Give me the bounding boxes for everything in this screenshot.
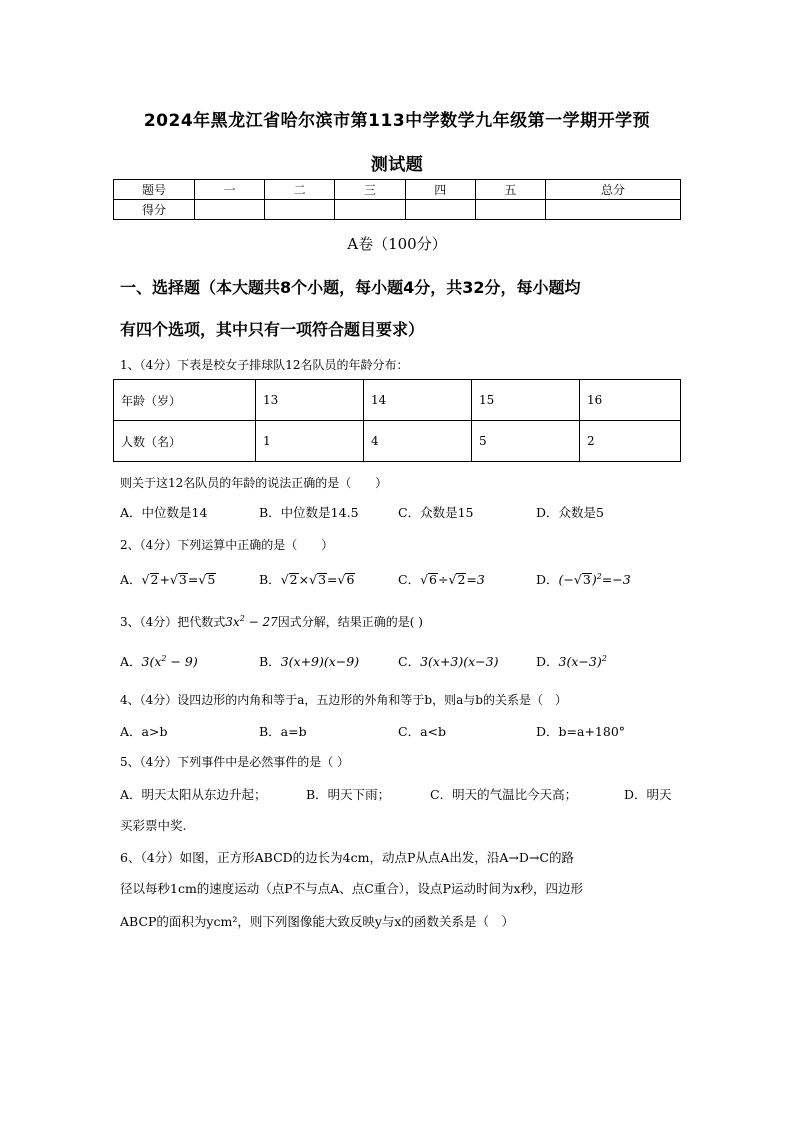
option-label: B． [259,572,281,587]
q6-line2: 径以每秒1cm的速度运动（点P不与点A、点C重合），设点P运动时间为x秒，四边形 [120,881,584,896]
formula: √6÷√2=3 [420,572,485,587]
q2-option-c [398,570,485,588]
section-a-heading: A卷（100分） [347,235,447,253]
q6-line1: 6、（4分）如图，正方形ABCD的边长为4cm，动点P从点A出发，沿A→D→C的路 [120,850,574,865]
score-input-cell [335,200,405,220]
count-cell: 1 [256,421,364,462]
q3-stem-before: 3、（4分）把代数式 [120,615,226,629]
formula: 3(x+9)(x−9) [280,654,360,669]
q1-stem: 1、（4分）下表是校女子排球队12名队员的年龄分布： [120,358,409,372]
option-label: D． [536,572,559,587]
q4-option-b: B．a=b [259,724,307,739]
age-row [114,380,681,421]
q3-option-a [120,652,198,670]
formula: 3(x+3)(x−3) [420,654,499,669]
count-cell: 人数（名） [114,421,256,462]
age-cell: 13 [256,380,364,421]
score-input-cell [195,200,265,220]
q4-stem: 4、（4分）设四边形的内角和等于a，五边形的外角和等于b，则a与b的关系是（ ） [120,693,567,707]
q2-stem: 2、（4分）下列运算中正确的是（ ） [120,538,334,552]
count-row [114,421,681,462]
score-input-cell [475,200,545,220]
option-label: A． [120,572,142,587]
q5-option-d: D．明天 [624,787,672,802]
age-cell: 14 [364,380,472,421]
count-cell: 4 [364,421,472,462]
score-input-cell [265,200,335,220]
q5-option-c: C．明天的气温比今天高； [430,787,578,802]
q1-follow: 则关于这12名队员的年龄的说法正确的是（ ） [120,476,388,490]
score-cell: 题号 [114,180,195,200]
q4-option-a: A．a>b [120,724,168,739]
age-cell: 16 [580,380,681,421]
part1-heading-line2: 有四个选项，其中只有一项符合题目要求） [120,320,425,339]
score-input-cell [546,200,681,220]
age-table [113,379,681,462]
option-label: B． [259,654,281,669]
age-cell: 年龄（岁） [114,380,256,421]
q3-stem-after: 因式分解，结果正确的是( ) [277,615,423,629]
score-cell: 四 [405,180,475,200]
score-cell: 三 [335,180,405,200]
option-label: D． [536,654,559,669]
q5-option-b: B．明天下雨； [306,787,391,802]
score-input-cell [405,200,475,220]
q5-continuation: 买彩票中奖. [120,818,187,833]
q4-option-d: D．b=a+180° [536,724,626,739]
q1-option-b: B．中位数是14.5 [259,505,359,520]
q1-option-c: C．众数是15 [398,505,474,520]
q5-option-a: A．明天太阳从东边升起； [120,787,267,802]
formula: √2×√3=√6 [280,572,355,587]
formula: $3(x^2 - 9)$ [141,653,198,669]
page-title-line2: 测试题 [370,155,424,175]
option-label: A． [120,654,142,669]
page-title-line1: 2024年黑龙江省哈尔滨市第113中学数学九年级第一学期开学预 [143,111,651,131]
score-cell: 五 [475,180,545,200]
formula: √2+√3=√5 [141,572,216,587]
q4-option-c: C．a<b [398,724,446,739]
q1-option-d: D．众数是5 [536,505,604,520]
part1-heading-line1: 一、选择题（本大题共8个小题，每小题4分，共32分，每小题均 [120,278,581,297]
q3-option-c [398,652,499,670]
q5-stem: 5、（4分）下列事件中是必然事件的是（ ） [120,755,350,769]
score-cell: 二 [265,180,335,200]
option-label: C． [398,572,421,587]
score-cell: 一 [195,180,265,200]
q2-option-d [536,570,631,588]
q3-stem [120,613,423,630]
age-cell: 15 [472,380,580,421]
score-table-score-row [114,200,681,220]
score-cell: 总分 [546,180,681,200]
score-table-header-row [114,180,681,200]
count-cell: 2 [580,421,681,462]
q6-line3: ABCP的面积为ycm²，则下列图像能大致反映y与x的函数关系是（ ） [120,914,514,929]
q1-option-a: A．中位数是14 [120,505,208,520]
formula: $3(x-3)^2$ [558,653,607,669]
q2-option-a [120,570,216,588]
score-cell: 得分 [114,200,195,220]
q2-option-b [259,570,355,588]
count-cell: 5 [472,421,580,462]
formula: $3x^2 - 27$ [225,614,278,629]
q3-option-d [536,652,607,670]
option-label: C． [398,654,421,669]
formula: $(-√3)^2=-3$ [558,571,631,587]
q3-option-b [259,652,359,670]
score-table [113,179,681,220]
